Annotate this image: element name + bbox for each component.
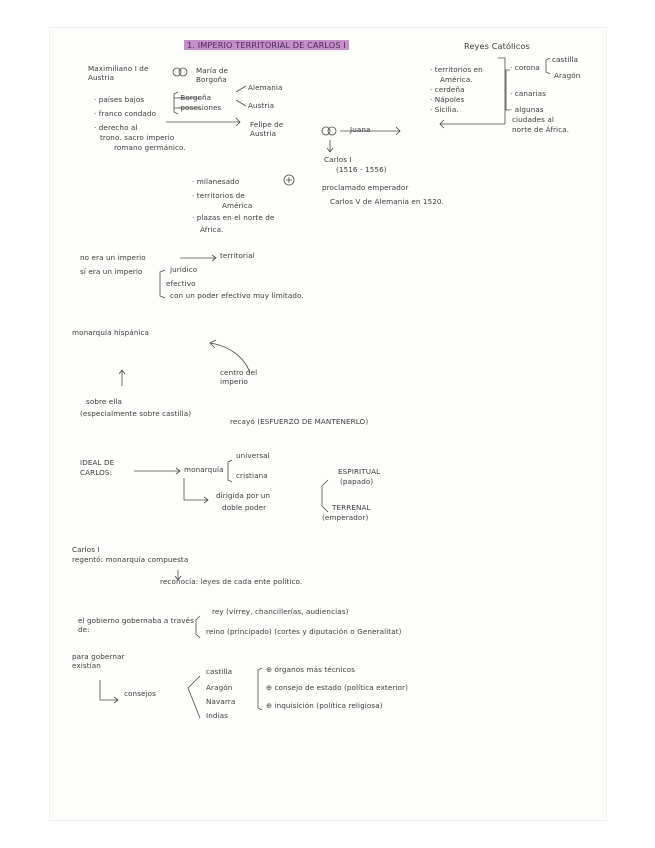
si-imperio: sí era un imperio	[80, 267, 143, 276]
maximiliano: Maximiliano I de Austria	[88, 64, 149, 82]
sobre-ella: sobre ella	[86, 397, 123, 406]
rigio: regentó: monarquía compuesta	[72, 555, 189, 564]
dirigida: dirigida por un	[216, 491, 271, 500]
extra-2: · territorios de	[192, 191, 245, 200]
felipe: Felipe de Austria	[250, 120, 284, 138]
otros-2: ⊕ consejo de estado (política exterior)	[266, 683, 408, 692]
algunas-2: ciudades al	[512, 115, 554, 124]
extra-5: África.	[200, 225, 224, 234]
algunas-3: norte de África.	[512, 125, 570, 134]
borgona: ·Borgoña	[178, 93, 212, 102]
papado: (papado)	[340, 477, 374, 486]
consejo-castilla: castilla	[206, 667, 233, 676]
reyes-4: · Nápoles	[430, 95, 465, 104]
otros-1: ⊕ órganos más técnicos	[266, 665, 355, 674]
posesiones: ·posesiones	[178, 103, 222, 112]
extra-4: · plazas en el norte de	[192, 213, 275, 222]
castilla: castilla	[552, 55, 579, 64]
existian: para gobernar existían	[72, 652, 125, 671]
reyes-5: · Sicilia.	[430, 105, 459, 114]
aragon: Aragón	[554, 71, 581, 80]
espiritual: ESPIRITUAL	[338, 467, 381, 476]
alemania: Alemania	[248, 83, 283, 92]
rey: rey (virrey, chancillerías, audiencias)	[212, 607, 349, 616]
carlos-i: Carlos I	[324, 155, 352, 164]
extra-1: · milanesado	[192, 177, 240, 186]
consejo-aragon: Aragón	[206, 683, 233, 692]
terrenal: TERRENAL	[332, 503, 371, 512]
reyes-catolicos-label: Reyes Católicos	[464, 41, 530, 51]
herencia-3: · derecho al	[94, 123, 138, 132]
consejo-indias: Indias	[206, 711, 228, 720]
carlos-fechas: (1516 - 1556)	[336, 165, 387, 174]
consejo-navarra: Navarra	[206, 697, 236, 706]
gob-carlos: Carlos I	[72, 545, 100, 554]
herencia-4: trono. sacro imperio	[100, 133, 175, 142]
especialmente: (especialmente sobre castilla)	[80, 409, 192, 418]
consejos: consejos	[124, 689, 157, 698]
extra-3: América	[222, 201, 253, 210]
juridico: jurídico	[170, 265, 198, 274]
ideal-label: IDEAL DE CARLOS:	[80, 458, 115, 478]
territorial: territorial	[220, 251, 255, 260]
page-title: 1. IMPERIO TERRITORIAL DE CARLOS I	[184, 40, 349, 50]
emperador: (emperador)	[322, 513, 369, 522]
reino: reino (principado) (cortes y diputación o Generalitat)	[206, 627, 402, 636]
no-imperio: no era un imperio	[80, 253, 146, 262]
reyes-2: América.	[440, 75, 473, 84]
maria: María de Borgoña	[196, 66, 229, 84]
canarias: · canarias	[510, 89, 546, 98]
reyes-1: · territorios en	[430, 65, 483, 74]
recayo: recayó (ESFUERZO DE MANTENERLO)	[230, 417, 369, 426]
efectivo: efectivo	[166, 279, 196, 288]
reyes-3: · cerdeña	[430, 85, 465, 94]
herencia-2: · franco condado	[94, 109, 157, 118]
centro-imperio: centro del imperio	[220, 368, 258, 387]
cristiana: cristiana	[236, 471, 268, 480]
herencia-1: · países bajos	[94, 95, 145, 104]
reconocia: reconocía: leyes de cada ente político.	[160, 577, 303, 586]
herencia-5: romano germánico.	[114, 143, 186, 152]
proclamado: proclamado emperador	[322, 183, 409, 192]
corona: · corona	[510, 63, 540, 72]
universal: universal	[236, 451, 270, 460]
poder: con un poder efectivo muy limitado.	[170, 291, 304, 300]
juana: Juana	[350, 125, 371, 134]
ideal-monarquia: monarquía	[184, 465, 224, 474]
carlos-v: Carlos V de Alemania en 1520.	[330, 197, 444, 206]
monarquia-hispanica: monarquía hispánica	[72, 328, 150, 337]
algunas-1: · algunas	[510, 105, 544, 114]
doble-poder: doble poder	[222, 503, 267, 512]
notebook-page	[50, 28, 606, 820]
otros-3: ⊕ inquisición (política religiosa)	[266, 701, 383, 710]
austria: Austria	[248, 101, 275, 110]
gobierno-label: el gobierno gobernaba a través de:	[78, 616, 194, 635]
